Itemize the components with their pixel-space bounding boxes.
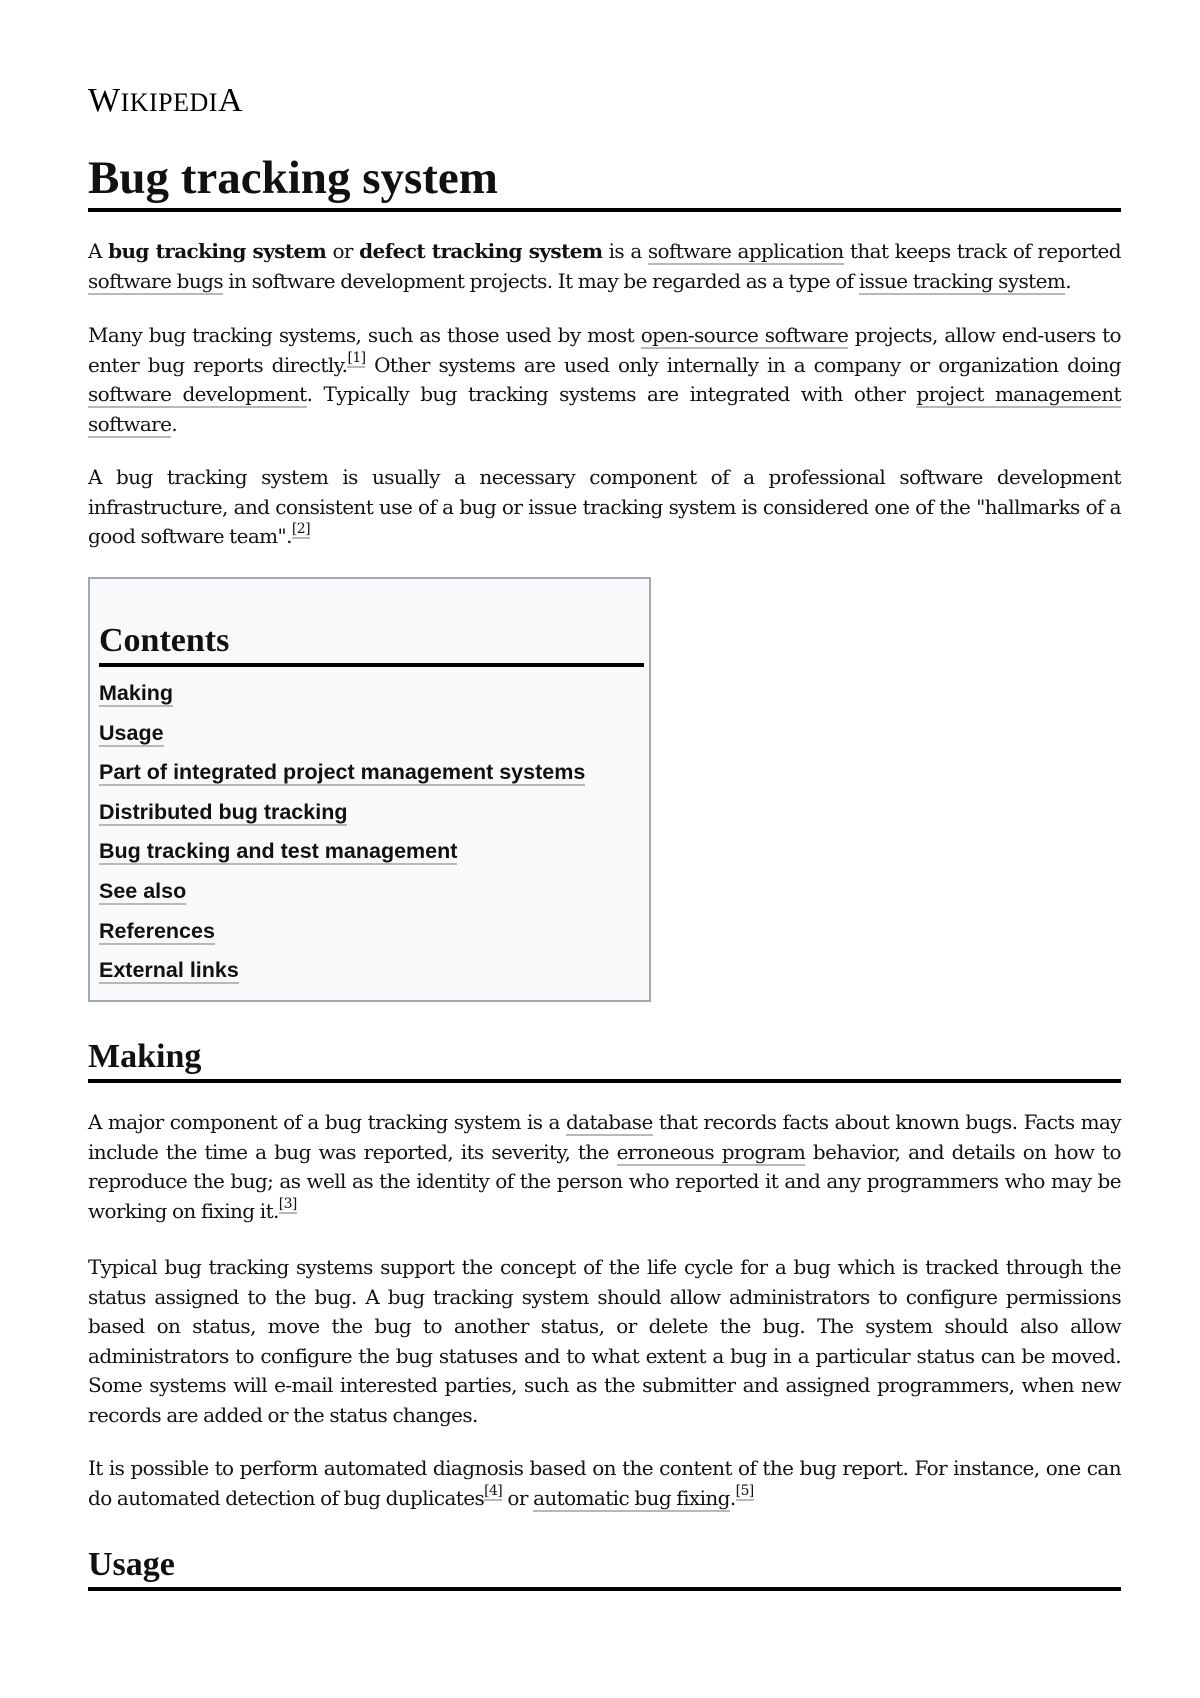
toc-link-making[interactable]: Making bbox=[99, 681, 174, 705]
toc-link-usage[interactable]: Usage bbox=[99, 720, 164, 745]
toc-list bbox=[99, 678, 585, 995]
link-issue-tracking-system[interactable]: issue tracking system bbox=[858, 268, 1066, 293]
toc-item bbox=[99, 797, 585, 837]
section-heading-usage: Usage bbox=[88, 1545, 1121, 1591]
section-usage-header bbox=[88, 1545, 1121, 1591]
toc-link-see-also[interactable]: See also bbox=[99, 878, 187, 903]
citation-3[interactable]: [3] bbox=[278, 1195, 297, 1212]
toc-link-test-management[interactable]: Bug tracking and test management bbox=[99, 839, 458, 864]
toc-item bbox=[99, 757, 585, 797]
toc-item bbox=[99, 678, 585, 718]
toc-item bbox=[99, 955, 585, 995]
making-paragraph-2: Typical bug tracking systems support the concept of the life cycle for a bug which is tracked through the status assigned to the bug. A bug tracking system should allow administrators to configure permissions based on status, move the bug to another status, or delete the bug. The system should also allow administrators to configure the bug statuses and to what extent a bug in a particular status can be moved. Some systems will e-mail interested parties, such as the submitter and assigned programmers, when new records are added or the status changes. bbox=[88, 1255, 1121, 1427]
link-database[interactable]: database bbox=[565, 1110, 653, 1134]
making-paragraph-1: A major component of a bug tracking system is a database that records facts about known bugs. Facts may include the time a bug was reported, its severity, the erroneous program behavior, and details on how to reproduce the bug; as well as the identity of the person who reported it and any programmers who may be working on fixing it.[3] bbox=[88, 1110, 1121, 1223]
link-software-bugs[interactable]: software bugs bbox=[88, 268, 223, 293]
toc-title: Contents bbox=[99, 621, 644, 667]
intro-paragraph-1: A bug tracking system or defect tracking system is a software application that keeps track of reported software bugs in software development projects. It may be regarded as a type of issue tracking system. bbox=[88, 239, 1121, 293]
link-open-source-software[interactable]: open-source software bbox=[640, 323, 849, 347]
citation-1[interactable]: [1] bbox=[347, 349, 366, 366]
section-making-header bbox=[88, 1037, 1121, 1083]
toc-link-distributed[interactable]: Distributed bug tracking bbox=[99, 799, 348, 824]
link-software-application[interactable]: software application bbox=[647, 239, 844, 263]
toc-item bbox=[99, 836, 585, 876]
citation-4[interactable]: [4] bbox=[484, 1482, 503, 1499]
link-erroneous-program[interactable]: erroneous program bbox=[616, 1139, 806, 1164]
toc-item bbox=[99, 916, 585, 956]
wikipedia-logo[interactable]: WIKIPEDIA bbox=[88, 82, 244, 119]
intro-paragraph-3: A bug tracking system is usually a necessary component of a professional software development infrastructure, and consistent use of a bug or issue tracking system is considered one of the "hallmarks of a good software team".[2] bbox=[88, 465, 1121, 548]
citation-2[interactable]: [2] bbox=[291, 521, 310, 538]
toc-item bbox=[99, 876, 585, 916]
link-software-development[interactable]: software development bbox=[88, 382, 307, 406]
toc-item bbox=[99, 718, 585, 758]
link-project-management-software[interactable]: project management software bbox=[88, 382, 1121, 436]
intro-paragraph-2: Many bug tracking systems, such as those used by most open-source software projects, allow end-users to enter bug reports directly.[1] Other systems are used only internally in a company or organization doing software development. Typically bug tracking systems are integrated with other project management software. bbox=[88, 323, 1122, 436]
toc-link-references[interactable]: References bbox=[99, 918, 215, 943]
toc-link-external-links[interactable]: External links bbox=[99, 958, 239, 983]
section-heading-making: Making bbox=[88, 1037, 1121, 1083]
toc-link-integrated-systems[interactable]: Part of integrated project management systems bbox=[99, 760, 586, 785]
table-of-contents bbox=[88, 577, 651, 1002]
page-title: Bug tracking system bbox=[88, 150, 1121, 212]
citation-5[interactable]: [5] bbox=[735, 1482, 754, 1499]
link-automatic-bug-fixing[interactable]: automatic bug fixing bbox=[533, 1485, 730, 1510]
making-paragraph-3: It is possible to perform automated diagnosis based on the content of the bug report. For instance, one can do automated detection of bug duplicates[4] or automatic bug fixing.[5] bbox=[88, 1456, 1121, 1510]
